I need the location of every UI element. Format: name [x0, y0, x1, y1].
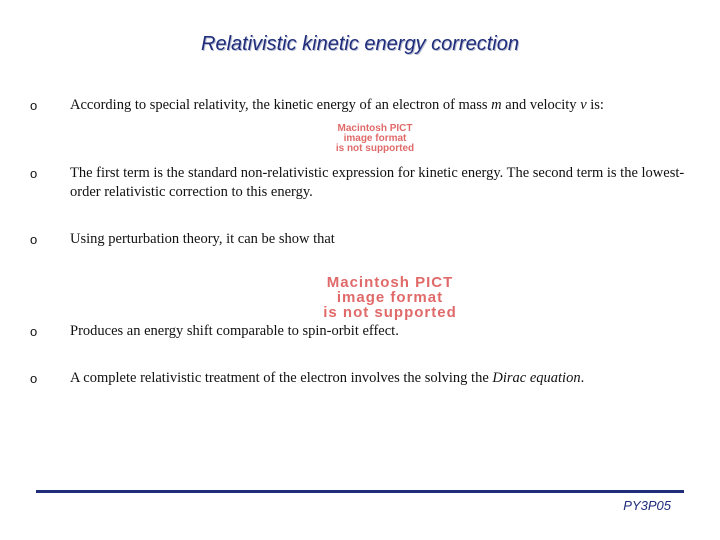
placeholder-line: Macintosh PICT — [337, 123, 413, 134]
slide-title: Relativistic kinetic energy correction — [201, 33, 519, 55]
unsupported-image-placeholder — [270, 275, 510, 320]
bullet-marker: o — [30, 166, 38, 181]
text-run: . — [580, 370, 585, 386]
bullet-text — [70, 96, 690, 115]
footer-rule — [36, 490, 684, 493]
variable-velocity: v — [580, 97, 587, 113]
text-run: is: — [586, 97, 604, 113]
bullet-marker: o — [30, 324, 38, 339]
placeholder-line: image format — [343, 133, 407, 144]
placeholder-line: is not supported — [335, 143, 415, 154]
text-run: A complete relativistic treatment of the electron involves the solving the — [70, 370, 493, 386]
emphasis-dirac-equation: Dirac equation — [492, 370, 581, 386]
course-code: PY3P05 — [623, 498, 671, 513]
bullet-text: Using perturbation theory, it can be show that — [70, 231, 335, 247]
bullet-marker: o — [30, 98, 38, 113]
bullet-marker: o — [30, 232, 38, 247]
bullet-text — [70, 369, 690, 388]
placeholder-line: image format — [336, 289, 444, 306]
unsupported-image-placeholder — [300, 124, 450, 154]
text-run: and velocity — [501, 97, 581, 113]
text-run: According to special relativity, the kinetic energy of an electron of mass — [70, 97, 492, 113]
variable-mass: m — [491, 97, 502, 113]
bullet-marker: o — [30, 371, 38, 386]
bullet-text: The first term is the standard non-relativistic expression for kinetic energy. The second term is the lowest-order relativistic correction to this energy. — [70, 165, 685, 200]
placeholder-line: is not supported — [323, 304, 457, 321]
placeholder-line: Macintosh PICT — [326, 274, 454, 291]
bullet-text: Produces an energy shift comparable to spin-orbit effect. — [70, 323, 399, 339]
